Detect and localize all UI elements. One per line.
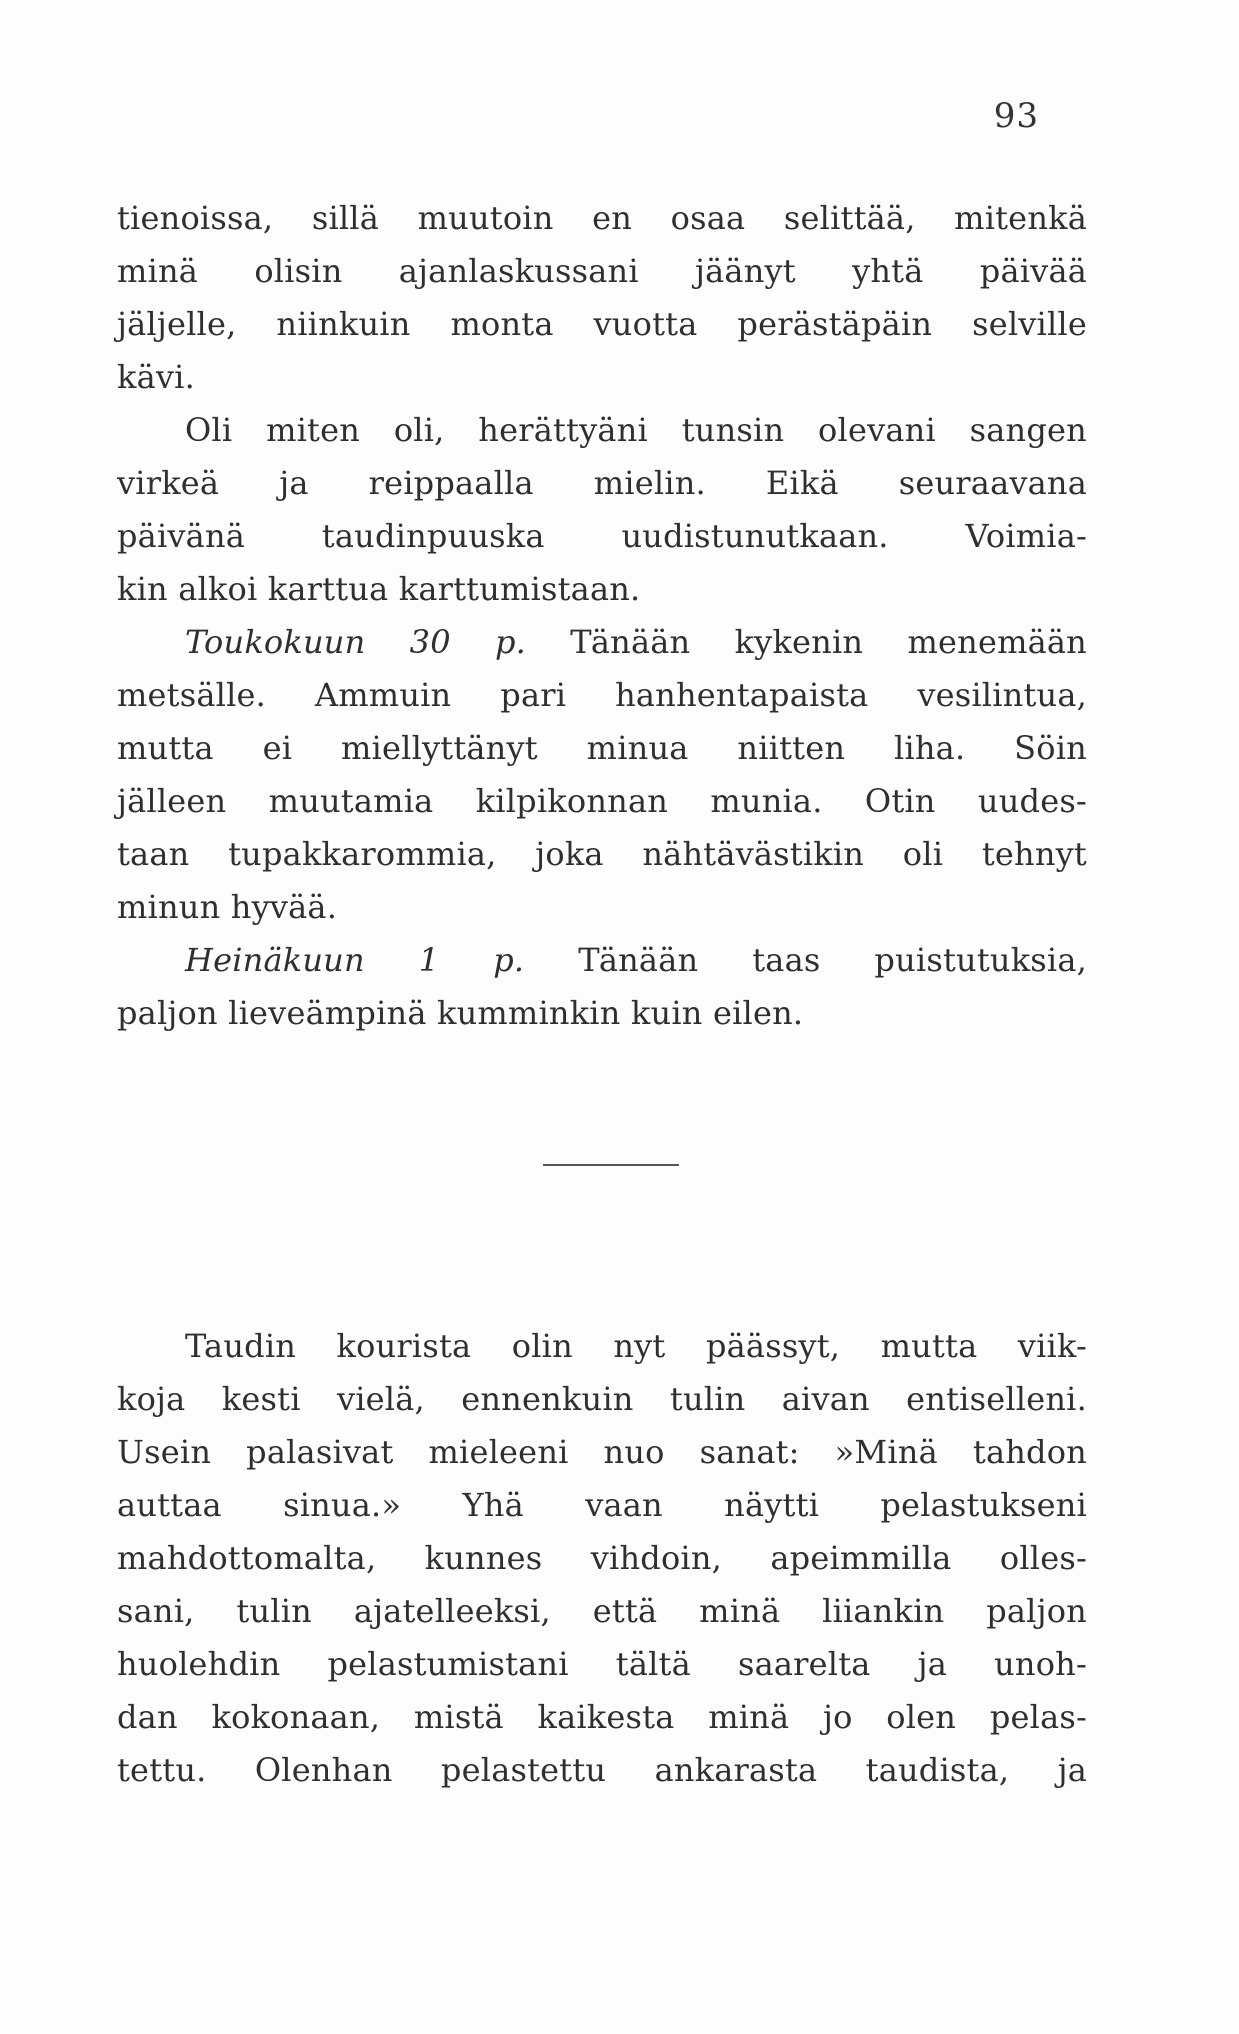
text-line: dan kokonaan, mistä kaikesta minä jo olen pelas- xyxy=(117,1698,1087,1736)
diary-entry-line xyxy=(185,940,1087,980)
text-line: kävi. xyxy=(117,358,195,396)
text-line: virkeä ja reippaalla mielin. Eikä seuraavana xyxy=(117,464,1087,502)
diary-entry-line xyxy=(185,622,1087,662)
text-line: jäljelle, niinkuin monta vuotta perästäpäin selville xyxy=(117,305,1087,343)
text-line: mutta ei miellyttänyt minua niitten liha. Söin xyxy=(117,729,1087,767)
section-divider xyxy=(543,1164,679,1166)
text-line: huolehdin pelastumistani tältä saarelta ja unoh- xyxy=(117,1645,1087,1683)
diary-date: Heinäkuun 1 p. xyxy=(185,941,525,979)
text-line: minä olisin ajanlaskussani jäänyt yhtä päivää xyxy=(117,252,1087,290)
text-line: taan tupakkarommia, joka nähtävästikin oli tehnyt xyxy=(117,835,1087,873)
text-line: paljon lieveämpinä kumminkin kuin eilen. xyxy=(117,994,804,1032)
text-line: jälleen muutamia kilpikonnan munia. Otin uudes- xyxy=(117,782,1087,820)
text-span: Tänään taas puistutuksia, xyxy=(524,941,1087,979)
diary-date: Toukokuun 30 p. xyxy=(185,623,527,661)
text-line: mahdottomalta, kunnes vihdoin, apeimmilla olles- xyxy=(117,1539,1087,1577)
text-line: sani, tulin ajatelleeksi, että minä liiankin paljon xyxy=(117,1592,1087,1630)
text-line: päivänä taudinpuuska uudistunutkaan. Voimia- xyxy=(117,517,1087,555)
text-line: auttaa sinua.» Yhä vaan näytti pelastukseni xyxy=(117,1486,1087,1524)
text-line: Taudin kourista olin nyt päässyt, mutta viik- xyxy=(185,1327,1087,1365)
text-line: tienoissa, sillä muutoin en osaa selittää, mitenkä xyxy=(117,199,1087,237)
text-line: tettu. Olenhan pelastettu ankarasta taudista, ja xyxy=(117,1751,1087,1789)
text-line: Usein palasivat mieleeni nuo sanat: »Minä tahdon xyxy=(117,1433,1087,1471)
page-number: 93 xyxy=(993,96,1039,136)
text-line: metsälle. Ammuin pari hanhentapaista vesilintua, xyxy=(117,676,1087,714)
text-line: minun hyvää. xyxy=(117,888,338,926)
text-span: Tänään kykenin menemään xyxy=(526,623,1087,661)
text-line: kin alkoi karttua karttumistaan. xyxy=(117,570,641,608)
text-line: koja kesti vielä, ennenkuin tulin aivan entiselleni. xyxy=(117,1380,1087,1418)
text-line: Oli miten oli, herättyäni tunsin olevani sangen xyxy=(185,411,1087,449)
